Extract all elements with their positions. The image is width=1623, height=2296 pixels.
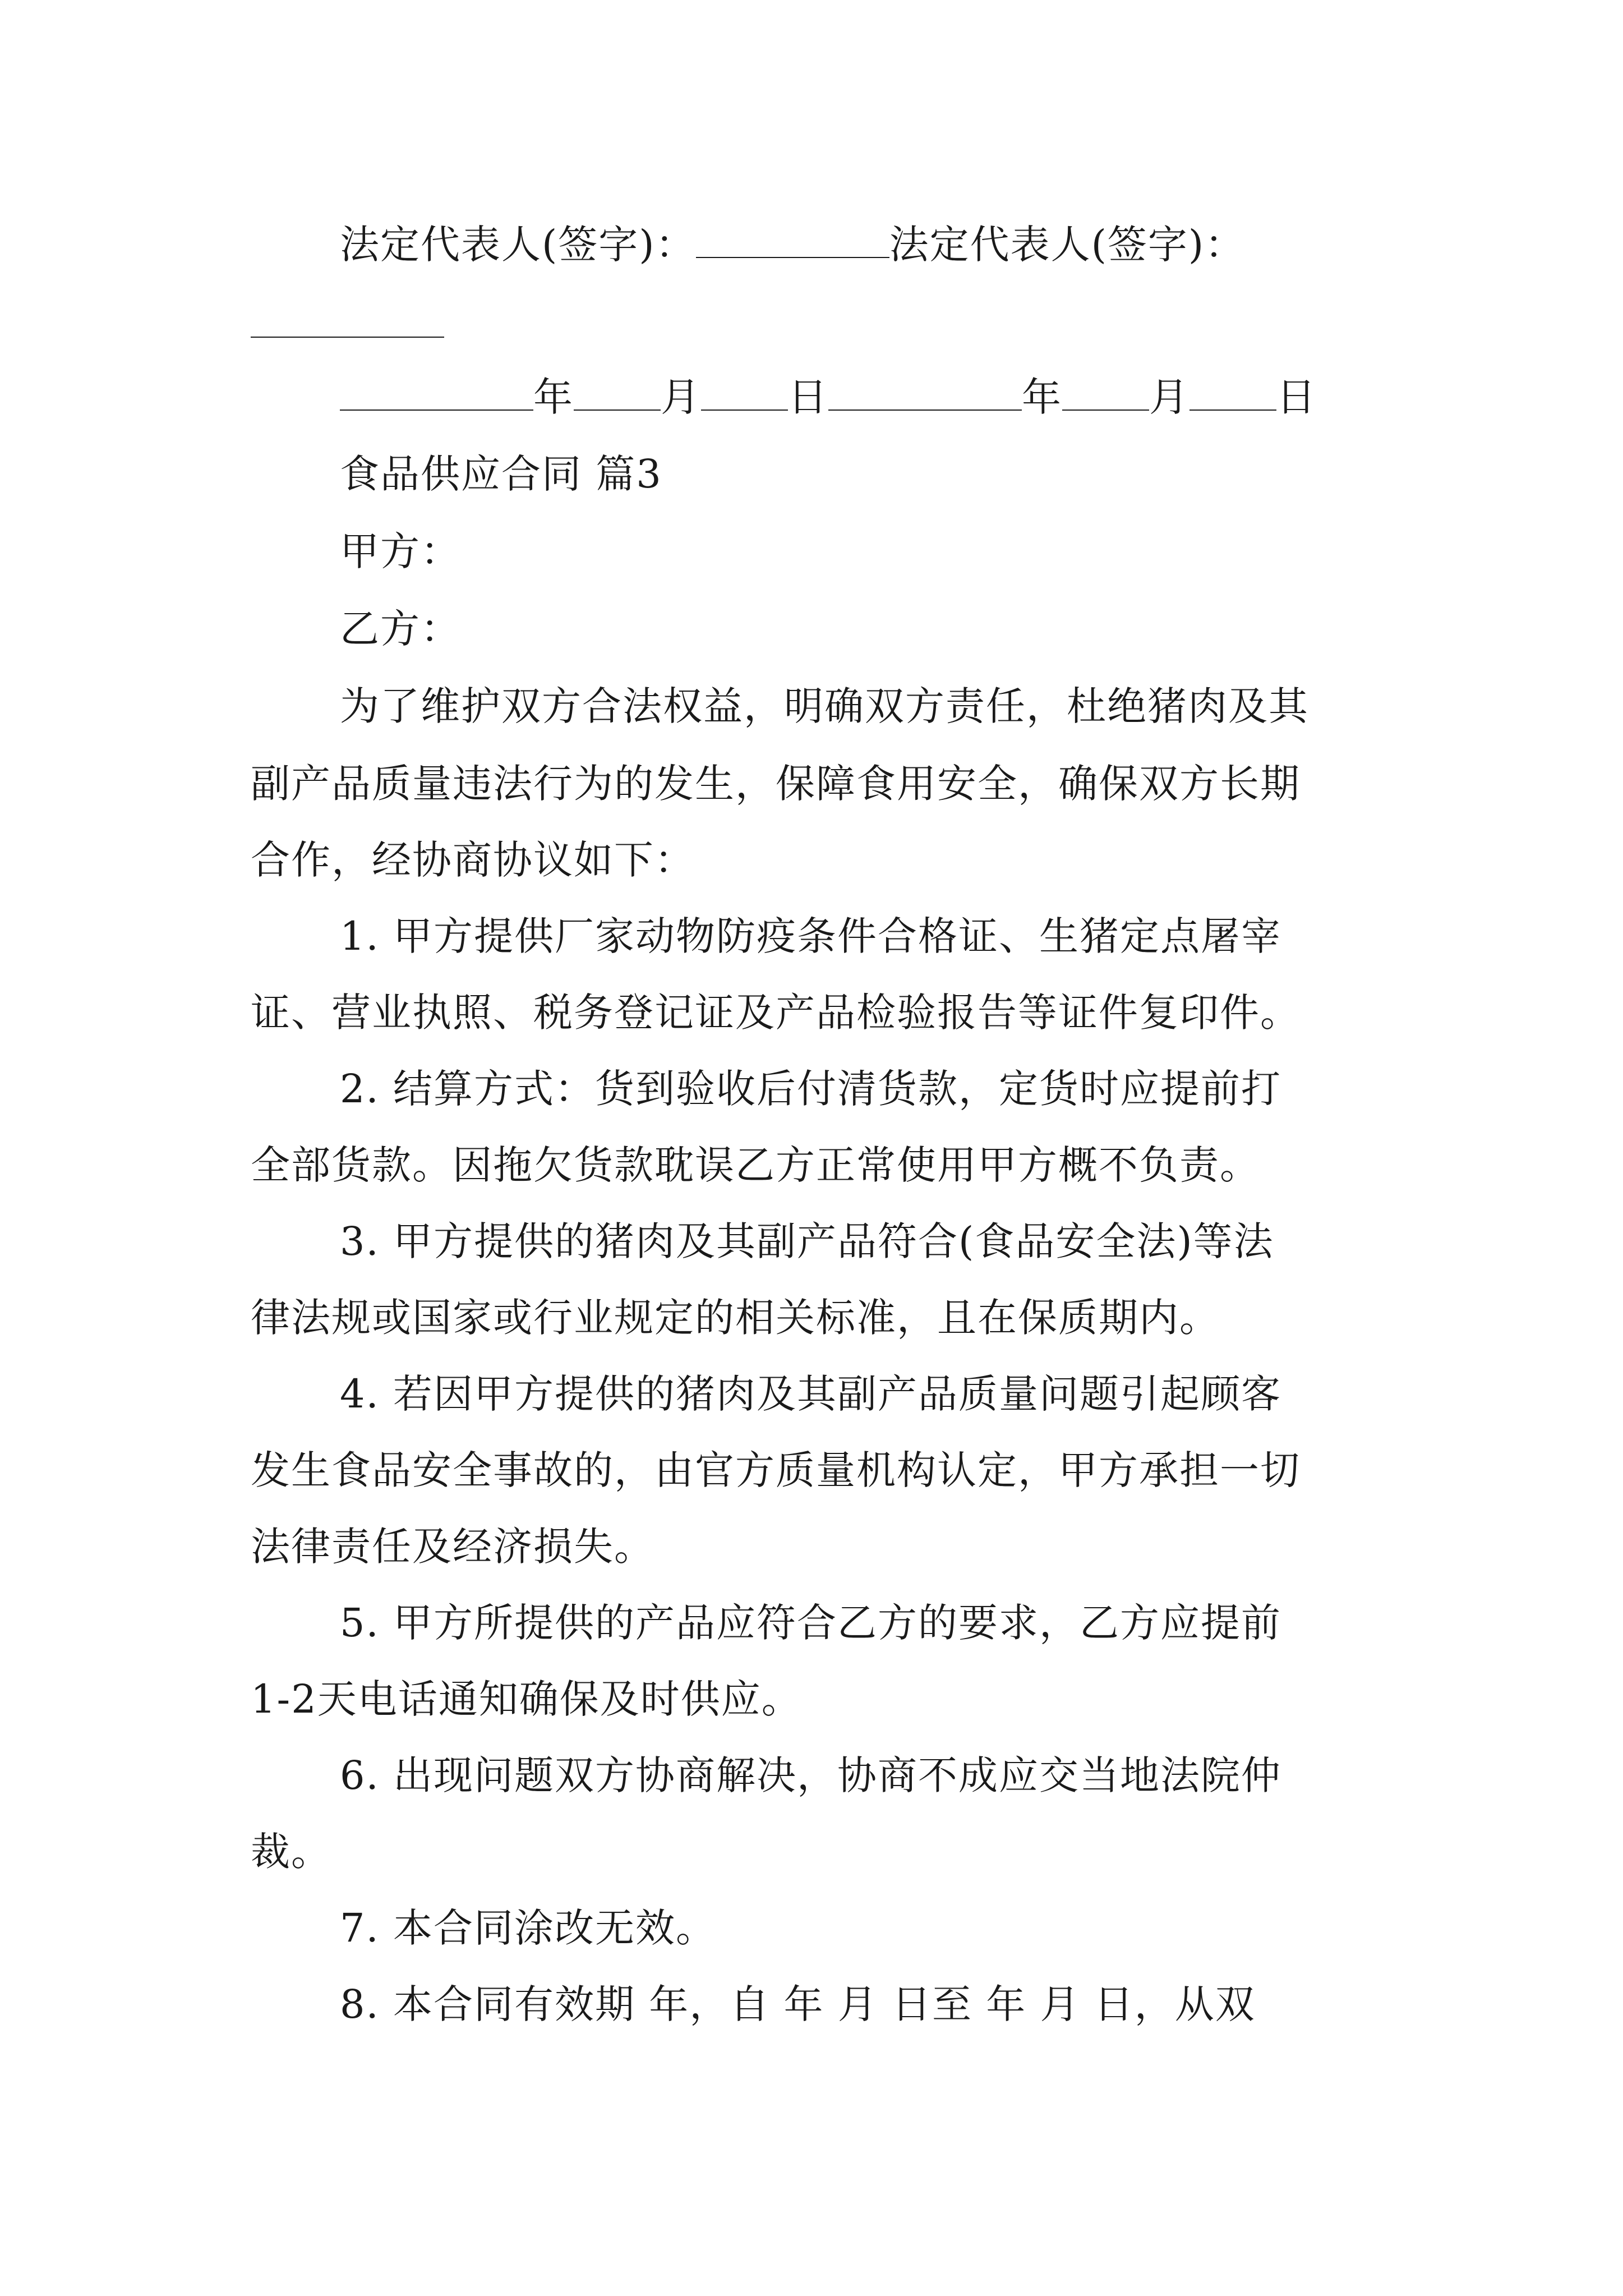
date-month: 月 — [661, 374, 701, 420]
date-blank — [574, 377, 661, 411]
body-line: 为了维护双方合法权益，明确双方责任，杜绝猪肉及其 — [340, 683, 1309, 729]
party-a-label: 甲方： — [340, 528, 461, 574]
clause-1-cont: 证、营业执照、税务登记证及产品检验报告等证件复印件。 — [251, 990, 1301, 1036]
clause-2-cont: 全部货款。因拖欠货款耽误乙方正常使用甲方概不负责。 — [251, 1142, 1260, 1188]
date-blank — [828, 377, 1022, 411]
body-line: 合作，经协商协议如下： — [251, 837, 695, 883]
signature-label-a: 法定代表人(签字)： — [340, 222, 696, 268]
date-blank — [1189, 377, 1276, 411]
body-line: 副产品质量违法行为的发生，保障食用安全，确保双方长期 — [251, 761, 1301, 807]
clause-3: 3. 甲方提供的猪肉及其副产品符合(食品安全法)等法 — [340, 1218, 1274, 1264]
clause-5-cont: 1-2天电话通知确保及时供应。 — [251, 1676, 802, 1722]
clause-8: 8. 本合同有效期 年，自 年 月 日至 年 月 日，从双 — [340, 1981, 1256, 2027]
clause-4: 4. 若因甲方提供的猪肉及其副产品质量问题引起顾客 — [340, 1371, 1282, 1417]
clause-4-cont: 法律责任及经济损失。 — [251, 1524, 654, 1570]
signature-label-b: 法定代表人(签字)： — [889, 222, 1246, 268]
date-day: 日 — [1276, 374, 1317, 420]
clause-3-cont: 律法规或国家或行业规定的相关标准，且在保质期内。 — [251, 1295, 1220, 1341]
date-blank — [340, 377, 533, 411]
signature-blank-b — [251, 337, 444, 338]
clause-5: 5. 甲方所提供的产品应符合乙方的要求，乙方应提前 — [340, 1600, 1282, 1646]
date-row — [340, 374, 1317, 420]
date-blank — [701, 377, 788, 411]
clause-7: 7. 本合同涂改无效。 — [340, 1905, 717, 1951]
clause-6: 6. 出现问题双方协商解决，协商不成应交当地法院仲 — [340, 1752, 1282, 1798]
date-day: 日 — [788, 374, 828, 420]
clause-6-cont: 裁。 — [251, 1829, 331, 1875]
signature-blank-a — [696, 224, 889, 258]
clause-1: 1. 甲方提供厂家动物防疫条件合格证、生猪定点屠宰 — [340, 913, 1282, 959]
clause-2: 2. 结算方式：货到验收后付清货款，定货时应提前打 — [340, 1066, 1282, 1112]
date-month: 月 — [1149, 374, 1189, 420]
party-b-label: 乙方： — [340, 606, 461, 652]
clause-4-cont: 发生食品安全事故的，由官方质量机构认定，甲方承担一切 — [251, 1447, 1301, 1493]
date-year: 年 — [1022, 374, 1062, 420]
date-blank — [1062, 377, 1149, 411]
signature-row — [340, 222, 1246, 268]
date-year: 年 — [533, 374, 574, 420]
section-title: 食品供应合同 篇3 — [340, 451, 662, 497]
